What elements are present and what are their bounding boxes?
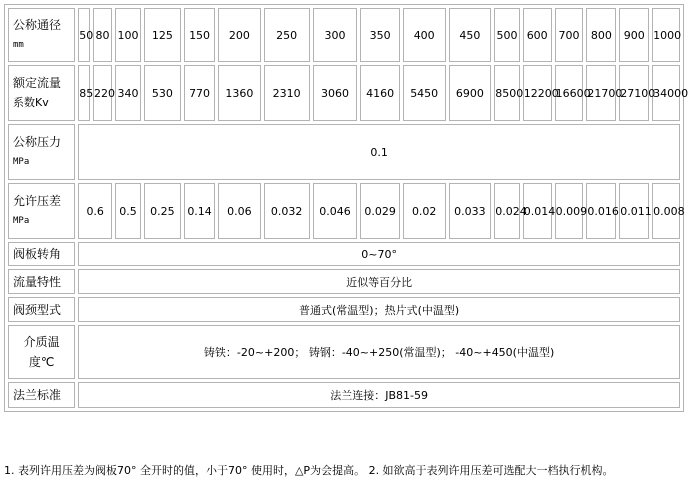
row-allowed-diff — [8, 183, 680, 239]
dn-cell: 350 — [360, 8, 399, 62]
dp-cell: 0.032 — [264, 183, 310, 239]
dn-cell: 400 — [403, 8, 446, 62]
dp-cell: 0.6 — [78, 183, 112, 239]
kv-cell: 34000 — [652, 65, 680, 121]
dn-cell: 450 — [449, 8, 492, 62]
dp-cell: 0.02 — [403, 183, 446, 239]
nominal-diameter-label — [8, 8, 75, 62]
neck-type-label: 阀颈型式 — [8, 297, 75, 322]
nominal-diameter-unit: mm — [13, 40, 24, 50]
rated-flow-label-line2: 系数Kv — [13, 96, 49, 109]
allowed-diff-unit: MPa — [13, 216, 30, 226]
nominal-pressure-unit: MPa — [13, 157, 30, 167]
dn-cell: 125 — [144, 8, 181, 62]
row-neck-type — [8, 297, 680, 322]
kv-cell: 340 — [115, 65, 141, 121]
dp-cell: 0.014 — [523, 183, 552, 239]
medium-temp-label-line1: 介质温 — [23, 335, 60, 349]
dp-cell: 0.14 — [184, 183, 215, 239]
row-plate-angle — [8, 242, 680, 266]
dp-cell: 0.033 — [449, 183, 492, 239]
rated-flow-label — [8, 65, 75, 121]
dp-cell: 0.011 — [619, 183, 649, 239]
nominal-diameter-label-line1: 公称通径 — [13, 18, 62, 32]
plate-angle-label: 阀板转角 — [8, 242, 75, 266]
dn-cell: 200 — [218, 8, 261, 62]
flange-value: 法兰连接：JB81-59 — [78, 382, 680, 408]
row-flange — [8, 382, 680, 408]
dn-cell: 100 — [115, 8, 141, 62]
dn-cell: 300 — [313, 8, 358, 62]
dn-cell: 500 — [494, 8, 520, 62]
footnote: 1. 表列许用压差为阀板70° 全开时的值，小于70° 使用时，△P为会提高。 2. 如欲高于表列许用压差可选配大一档执行机构。 — [4, 464, 614, 477]
flow-char-value: 近似等百分比 — [78, 269, 680, 294]
dn-cell: 150 — [184, 8, 215, 62]
kv-cell: 4160 — [360, 65, 399, 121]
dn-cell: 900 — [619, 8, 649, 62]
kv-cell: 2310 — [264, 65, 310, 121]
medium-temp-label-line2: 度℃ — [28, 355, 55, 369]
nominal-pressure-label — [8, 124, 75, 180]
plate-angle-value: 0~70° — [78, 242, 680, 266]
row-rated-flow — [8, 65, 680, 121]
dn-cell: 250 — [264, 8, 310, 62]
kv-cell: 530 — [144, 65, 181, 121]
allowed-diff-label-line1: 允许压差 — [13, 194, 62, 208]
dn-cell: 50 — [78, 8, 90, 62]
dn-cell: 80 — [93, 8, 112, 62]
row-flow-characteristic — [8, 269, 680, 294]
medium-temp-label — [8, 325, 75, 379]
dn-cell: 700 — [555, 8, 584, 62]
dp-cell: 0.024 — [494, 183, 520, 239]
dn-cell: 800 — [586, 8, 616, 62]
flange-label: 法兰标准 — [8, 382, 75, 408]
kv-cell: 220 — [93, 65, 112, 121]
valve-spec-table — [4, 4, 688, 412]
dp-cell: 0.25 — [144, 183, 181, 239]
neck-type-value: 普通式(常温型)；热片式(中温型) — [78, 297, 680, 322]
allowed-diff-label — [8, 183, 75, 239]
medium-temp-value: 铸铁：-20~+200； 铸钢：-40~+250(常温型)； -40~+450(中温型) — [78, 325, 680, 379]
rated-flow-label-line1: 额定流量 — [13, 76, 62, 90]
kv-cell: 27100 — [619, 65, 649, 121]
row-nominal-diameter — [8, 8, 680, 62]
kv-cell: 16600 — [555, 65, 584, 121]
dn-cell: 1000 — [652, 8, 680, 62]
kv-cell: 1360 — [218, 65, 261, 121]
nominal-pressure-value: 0.1 — [78, 124, 680, 180]
dp-cell: 0.5 — [115, 183, 141, 239]
kv-cell: 6900 — [449, 65, 492, 121]
spec-table-wrapper — [4, 4, 688, 412]
kv-cell: 8500 — [494, 65, 520, 121]
dp-cell: 0.009 — [555, 183, 584, 239]
dp-cell: 0.029 — [360, 183, 399, 239]
row-medium-temp — [8, 325, 680, 379]
kv-cell: 85 — [78, 65, 90, 121]
dp-cell: 0.06 — [218, 183, 261, 239]
nominal-pressure-label-line1: 公称压力 — [13, 135, 62, 149]
row-nominal-pressure — [8, 124, 680, 180]
flow-char-label: 流量特性 — [8, 269, 75, 294]
kv-cell: 12200 — [523, 65, 552, 121]
kv-cell: 5450 — [403, 65, 446, 121]
kv-cell: 770 — [184, 65, 215, 121]
dn-cell: 600 — [523, 8, 552, 62]
kv-cell: 3060 — [313, 65, 358, 121]
dp-cell: 0.008 — [652, 183, 680, 239]
kv-cell: 21700 — [586, 65, 616, 121]
dp-cell: 0.016 — [586, 183, 616, 239]
dp-cell: 0.046 — [313, 183, 358, 239]
